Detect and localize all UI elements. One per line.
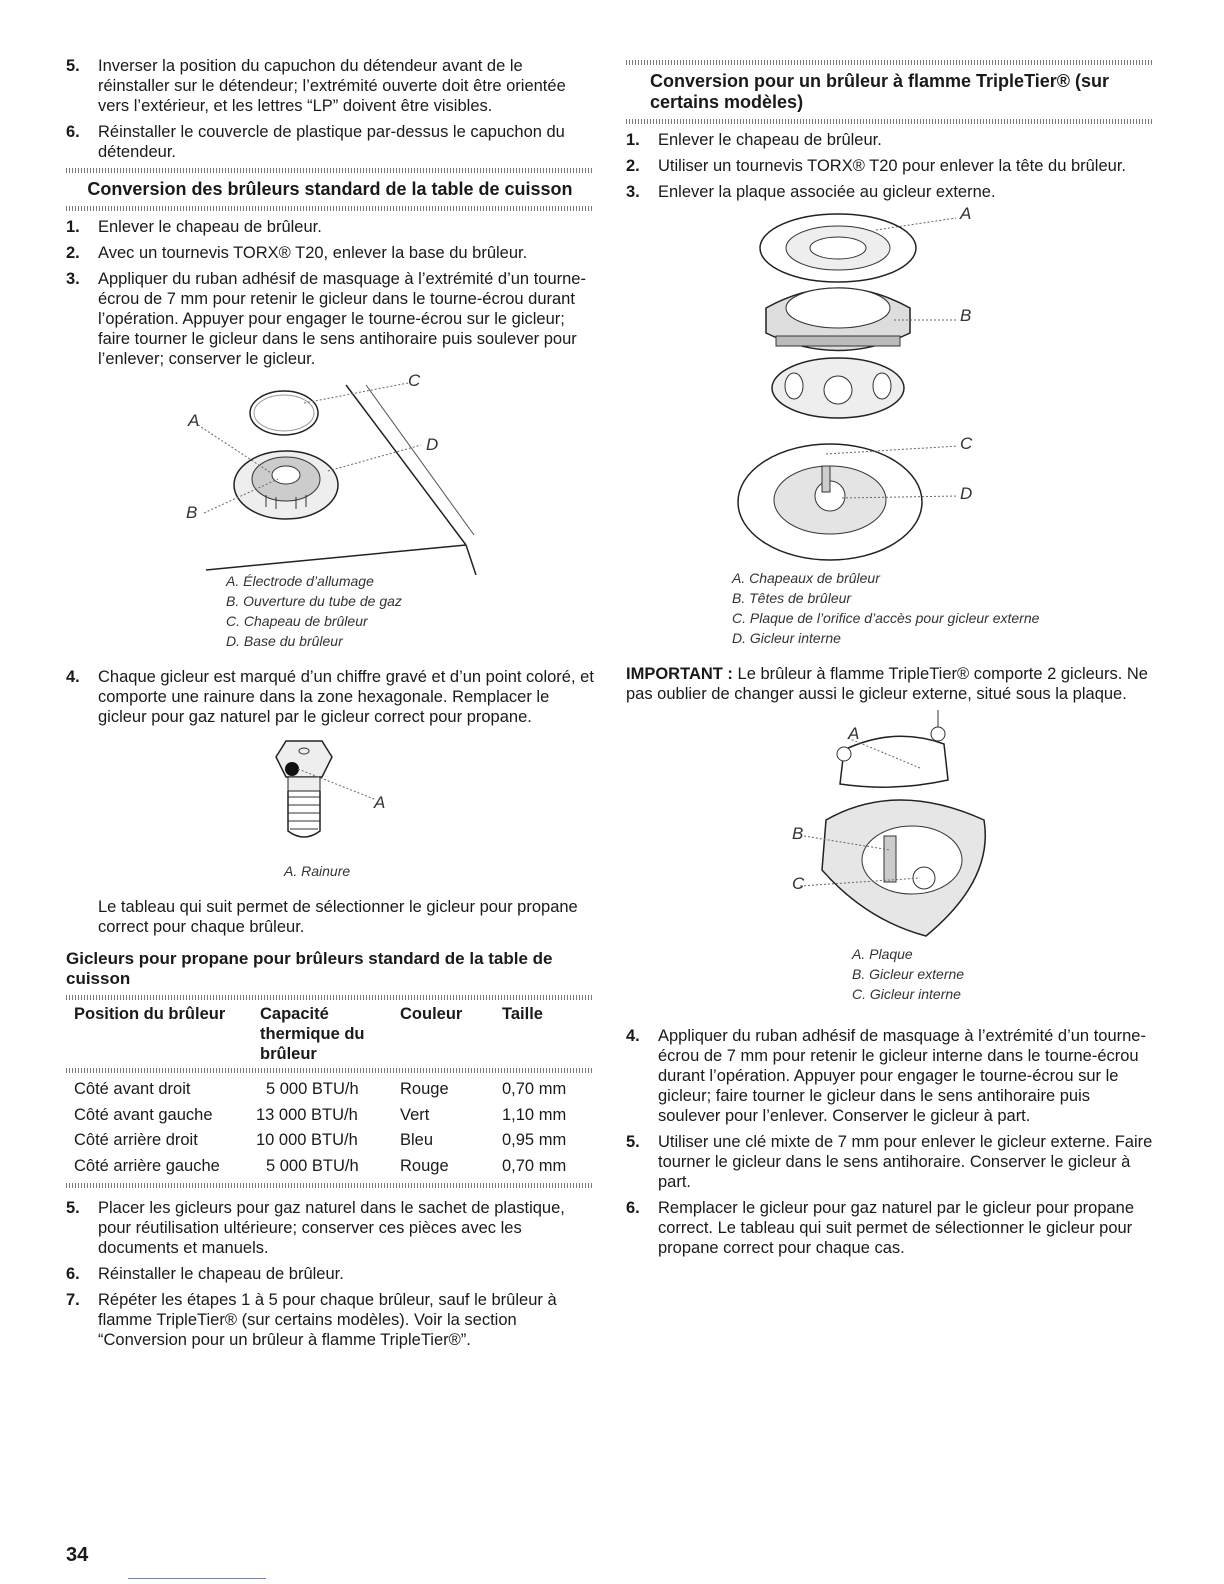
table-title: Gicleurs pour propane pour brûleurs standard de la table de cuisson: [66, 949, 553, 988]
table-row: Côté avant droit 5 000 BTU/h Rouge 0,70 mm: [74, 1080, 567, 1098]
figure-caption: A. Électrode d’allumage B. Ouverture du tube de gaz C. Chapeau de brûleur D. Base du brûleur: [226, 573, 402, 649]
step-6: 6. Remplacer le gicleur pour gaz naturel par le gicleur pour propane correct. Le tableau qui suit permet de sélectionner le gicleur pour propane correct pour chaque cas.: [626, 1199, 1135, 1257]
label-a: A: [960, 204, 972, 223]
table-row: Côté arrière gauche 5 000 BTU/h Rouge 0,70 mm: [74, 1156, 567, 1175]
step-3: 3. Appliquer du ruban adhésif de masquage à l’extrémité d’un tourne-écrou de 7 mm pour retenir le gicleur dans le tourne-écrou durant l’opération. Appuyer pour engager le tourne-écrou sur le gicleur; faire tourner le gicleur dans le sens antihoraire puis soulever pour l’enlever; conserver le gicleur.: [66, 270, 586, 368]
step-1: 1. Enlever le chapeau de brûleur.: [66, 218, 322, 236]
step-2: 2. Utiliser un tournevis TORX® T20 pour enlever la tête du brûleur.: [626, 157, 1126, 175]
burner-base-figure: [66, 371, 594, 575]
label-b: B: [186, 503, 198, 522]
divider: [66, 168, 594, 173]
label-b: B: [792, 824, 804, 843]
important-note: IMPORTANT : Le brûleur à flamme TripleTier® comporte 2 gicleurs. Ne pas oublier de changer aussi le gicleur externe, situé sous la plaque.: [626, 665, 1148, 703]
left-column: [66, 56, 594, 1356]
step-1: 1. Enlever le chapeau de brûleur.: [626, 131, 882, 149]
plate-figure: [626, 710, 1154, 944]
figure-caption: A. Plaque B. Gicleur externe C. Gicleur interne: [852, 946, 965, 1002]
step-5: 5. Utiliser une clé mixte de 7 mm pour enlever le gicleur externe. Faire tourner le gicleur dans le sens antihoraire. Conserver le gicleur à part.: [626, 1133, 1153, 1191]
footer-line: [128, 1578, 266, 1579]
plate-illustration: [626, 710, 1154, 944]
table-header-row: Position du brûleur Capacité thermique du brûleur Couleur Taille: [74, 1005, 543, 1063]
page-number: 34: [66, 1544, 89, 1566]
label-c: C: [408, 371, 421, 390]
figure-caption: A. Rainure: [284, 863, 351, 879]
right-column: [626, 56, 1154, 1264]
divider: [626, 119, 1154, 124]
tripletier-exploded-figure: [626, 204, 1154, 568]
label-b: B: [960, 306, 972, 325]
step-6b: 6. Réinstaller le chapeau de brûleur.: [66, 1265, 344, 1283]
propane-orifice-table: [66, 1002, 594, 1179]
divider: [66, 995, 594, 1000]
label-d: D: [426, 435, 439, 454]
orifice-illustration: [66, 733, 594, 861]
step-5: 5. Inverser la position du capuchon du détendeur avant de le réinstaller sur le détendeur; l’extrémité ouverte doit être orientée vers l’extérieur, et les lettres “LP” doivent être visibles.: [66, 57, 566, 115]
tripletier-exploded-illustration: [626, 208, 1154, 568]
section-heading: Conversion pour un brûleur à flamme TripleTier® (sur certains modèles): [650, 71, 1110, 112]
table-row: Côté arrière droit 10 000 BTU/h Bleu 0,95 mm: [74, 1131, 567, 1149]
burner-base-illustration: [66, 375, 594, 575]
label-c: C: [960, 434, 973, 453]
table-row: Côté avant gauche 13 000 BTU/h Vert 1,10 mm: [74, 1105, 567, 1124]
label-a: A: [374, 793, 386, 812]
divider: [66, 206, 594, 211]
step-4: 4. Chaque gicleur est marqué d’un chiffre gravé et d’un point coloré, et comporte une rainure dans la zone hexagonale. Remplacer le gicleur pour gaz naturel par le gicleur correct pour propane.: [66, 668, 594, 726]
label-a: A: [188, 411, 200, 430]
step-6: 6. Réinstaller le couvercle de plastique par-dessus le capuchon du détendeur.: [66, 123, 565, 161]
label-a: A: [848, 724, 860, 743]
divider: [66, 1183, 594, 1188]
divider: [626, 60, 1154, 65]
figure-caption: A. Chapeaux de brûleur B. Têtes de brûleur C. Plaque de l’orifice d’accès pour gicleur externe D. Gicleur interne: [732, 570, 1040, 646]
step-5b: 5. Placer les gicleurs pour gaz naturel dans le sachet de plastique, pour réutilisation ultérieure; conserver ces pièces avec les documents et manuels.: [66, 1199, 565, 1257]
label-c: C: [792, 874, 805, 893]
table-intro: Le tableau qui suit permet de sélectionner le gicleur pour propane correct pour chaque brûleur.: [98, 898, 578, 936]
step-4: 4. Appliquer du ruban adhésif de masquage à l’extrémité d’un tourne-écrou de 7 mm pour retenir le gicleur interne dans le tourne-écrou durant l’opération. Appuyer pour engager le tourne-écrou sur le gicleur; faire tourner le gicleur dans le sens antihoraire puis soulever pour l’enlever. Conserver le gicleur à part.: [626, 1027, 1146, 1125]
label-d: D: [960, 484, 973, 503]
step-2: 2. Avec un tournevis TORX® T20, enlever la base du brûleur.: [66, 244, 528, 262]
section-heading: Conversion des brûleurs standard de la table de cuisson: [87, 179, 573, 199]
step-3: 3. Enlever la plaque associée au gicleur externe.: [626, 183, 996, 201]
step-7: 7. Répéter les étapes 1 à 5 pour chaque brûleur, sauf le brûleur à flamme TripleTier® (sur certains modèles). Voir la section “Conversion pour un brûleur à flamme TripleTier®”.: [66, 1291, 557, 1349]
orifice-figure: [66, 733, 594, 861]
